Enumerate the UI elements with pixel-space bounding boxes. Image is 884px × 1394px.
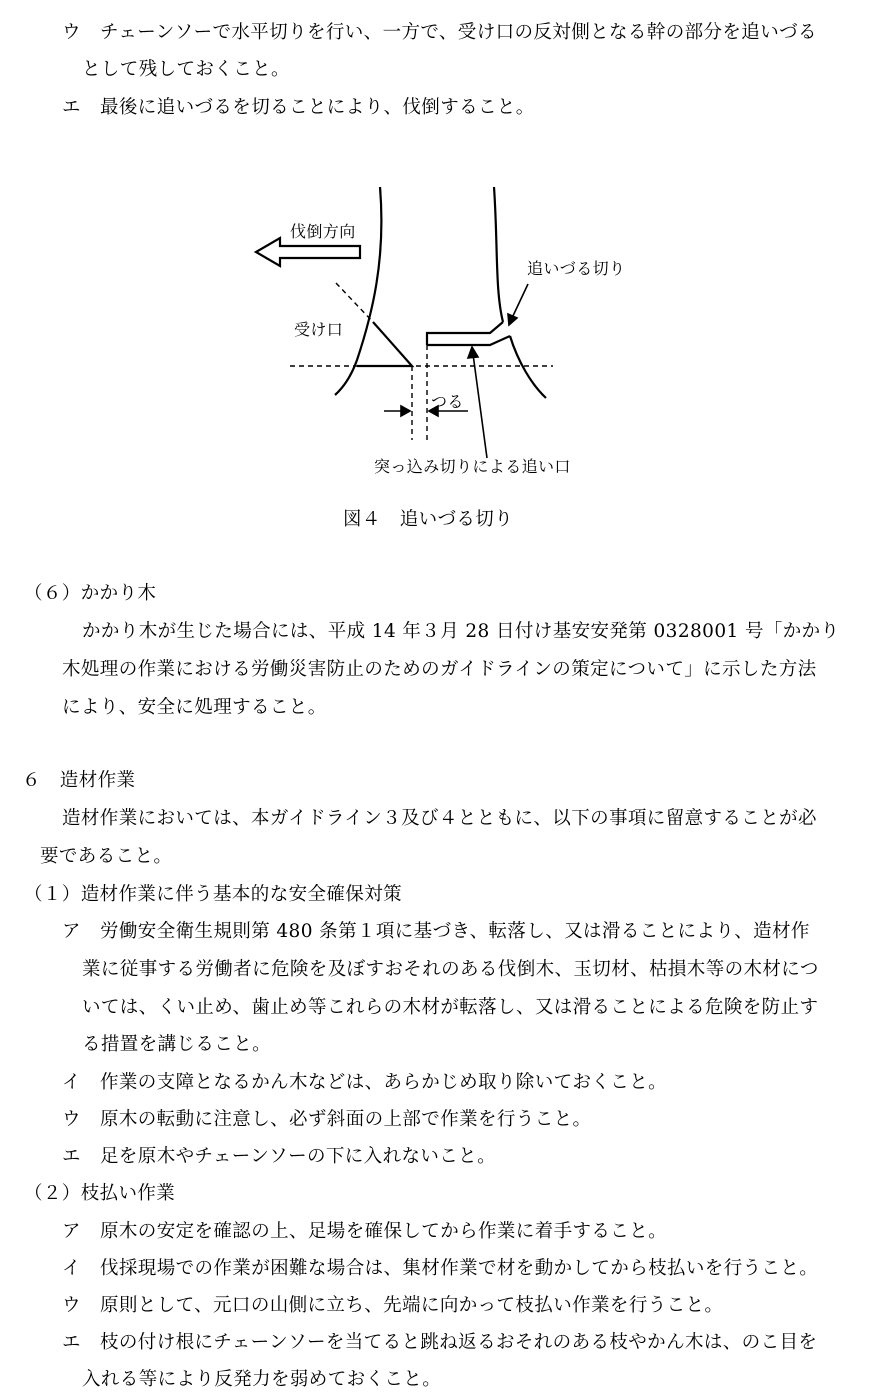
notch-angle-line	[336, 283, 373, 322]
subsection-heading: （１）造材作業に伴う基本的な安全確保対策	[24, 884, 403, 905]
item-text: 業に従事する労働者に危険を及ぼすおそれのある伐倒木、玉切材、枯損木等の木材につ	[82, 959, 819, 980]
item-marker: エ	[62, 97, 81, 118]
item-marker: ウ	[62, 1109, 81, 1130]
felling-direction-label: 伐倒方向	[290, 222, 356, 241]
tsuru-label: つる	[431, 392, 464, 411]
item-text: 最後に追いづるを切ることにより、伐倒すること。	[100, 97, 535, 118]
item-text: 入れる等により反発力を弱めておくこと。	[82, 1369, 442, 1390]
notch-cut	[357, 322, 412, 366]
back-cut	[427, 322, 503, 345]
item-marker: ア	[62, 921, 81, 942]
item-marker: ウ	[62, 1295, 81, 1316]
item-text: 伐採現場での作業が困難な場合は、集材作業で材を動かしてから枝払いを行うこと。	[100, 1258, 819, 1279]
subsection-heading: （２）枝払い作業	[24, 1183, 176, 1204]
item-text: 作業の支障となるかん木などは、あらかじめ取り除いておくこと。	[100, 1072, 668, 1093]
back-cut-lower	[427, 336, 510, 345]
item-text: いては、くい止め、歯止め等これらの木材が転落し、又は滑ることによる危険を防止す	[82, 997, 819, 1018]
plunge-cut-label: 突っ込み切りによる追い口	[374, 457, 571, 476]
item-marker: イ	[62, 1258, 81, 1279]
item-marker: エ	[62, 1332, 81, 1353]
trunk-right-edge-lower	[510, 336, 546, 398]
paragraph-line: により、安全に処理すること。	[62, 697, 327, 718]
notch-label: 受け口	[294, 320, 344, 339]
item-text: として残しておくこと。	[82, 59, 290, 80]
item-marker: エ	[62, 1146, 81, 1167]
item-marker: ア	[62, 1221, 81, 1242]
paragraph-line: 造材作業においては、本ガイドライン３及び４とともに、以下の事項に留意することが必	[62, 808, 817, 829]
item-marker: ウ	[62, 22, 81, 43]
felling-arrow	[256, 238, 360, 266]
item-text: 原則として、元口の山側に立ち、先端に向かって枝払い作業を行うこと。	[100, 1295, 724, 1316]
item-text: 原木の転動に注意し、必ず斜面の上部で作業を行うこと。	[100, 1109, 592, 1130]
section-heading: ６ 造材作業	[22, 770, 136, 791]
item-text: 枝の付け根にチェーンソーを当てると跳ね返るおそれのある枝やかん木は、のこ目を	[100, 1332, 818, 1353]
paragraph-line: 木処理の作業における労働災害防止のためのガイドラインの策定について」に示した方法	[62, 659, 817, 680]
item-marker: イ	[62, 1072, 81, 1093]
trunk-right-edge	[494, 187, 503, 322]
oizuru-cut-label: 追いづる切り	[527, 259, 626, 278]
item-text: チェーンソーで水平切りを行い、一方で、受け口の反対側となる幹の部分を追いづる	[100, 22, 817, 43]
figure-caption: 図４ 追いづる切り	[343, 509, 514, 530]
item-text: 原木の安定を確認の上、足場を確保してから作業に着手すること。	[100, 1221, 668, 1242]
item-text: る措置を講じること。	[82, 1034, 272, 1055]
paragraph-line: かかり木が生じた場合には、平成 14 年３月 28 日付け基安安発第 0328001 号「かかり	[82, 621, 840, 642]
paragraph-line: 要であること。	[40, 846, 173, 867]
trunk-left-edge	[335, 187, 381, 395]
section-heading: （６）かかり木	[24, 583, 157, 604]
item-text: 労働安全衛生規則第 480 条第１項に基づき、転落し、又は滑ることにより、造材作	[100, 921, 810, 942]
item-text: 足を原木やチェーンソーの下に入れないこと。	[100, 1146, 496, 1167]
